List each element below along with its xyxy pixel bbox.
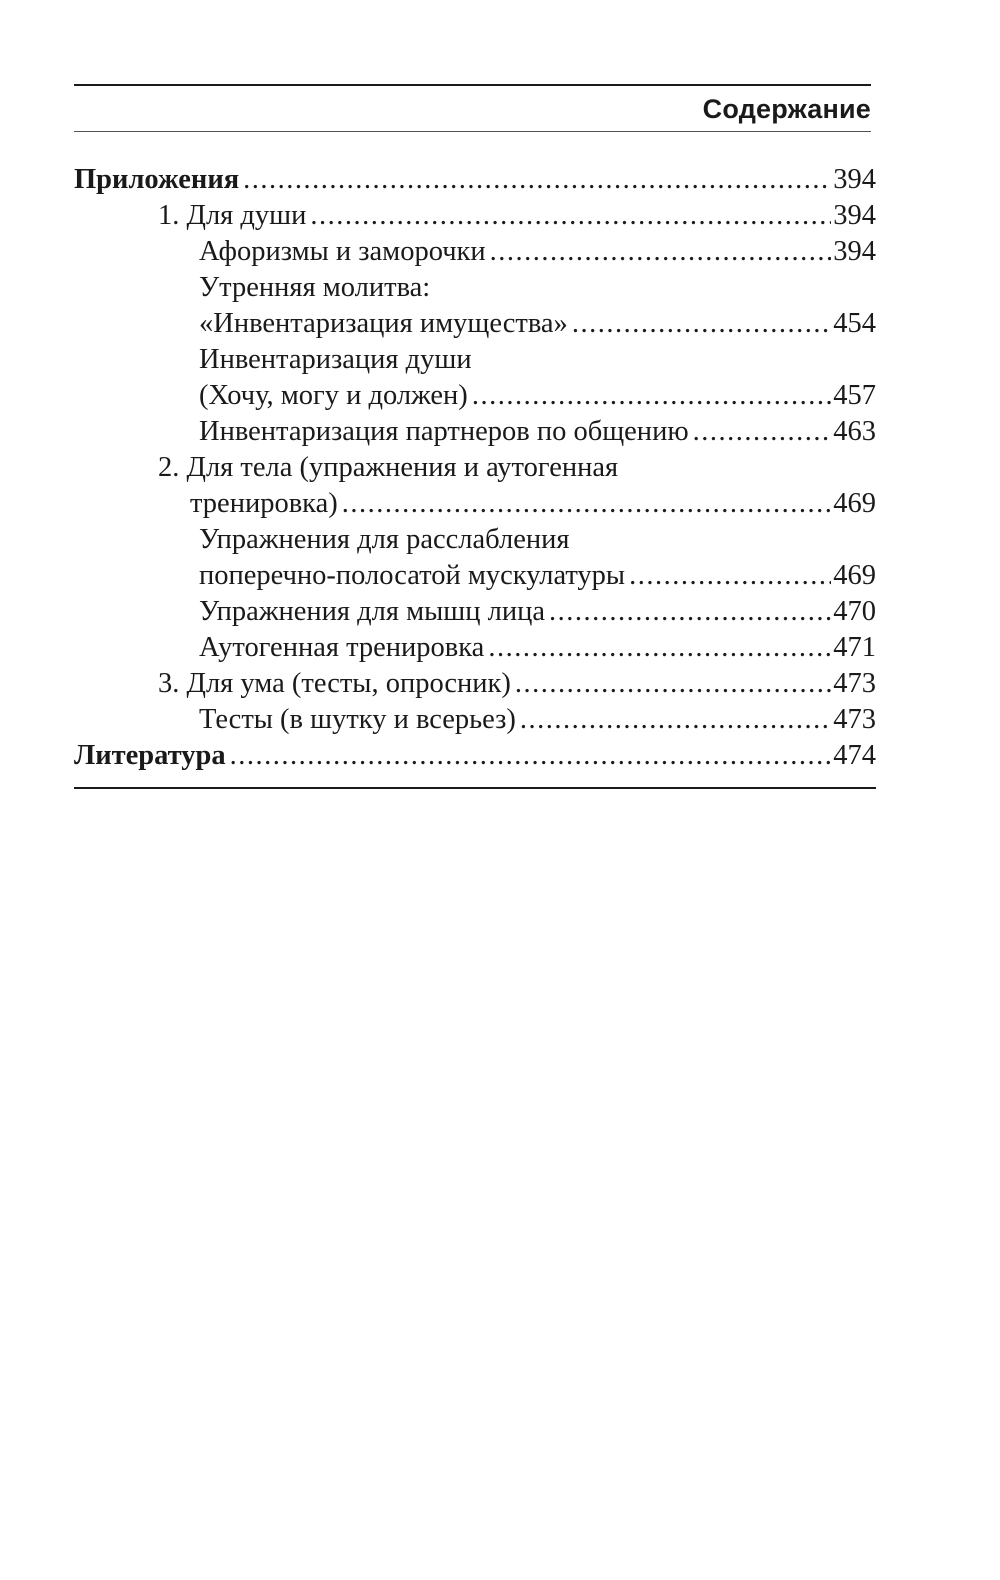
toc-leader-dots [488, 630, 831, 666]
toc-entry-line [199, 630, 876, 666]
toc-page-number: 394 [833, 164, 876, 195]
toc-entry[interactable] [74, 450, 876, 522]
toc-page-number: 469 [833, 488, 876, 519]
toc-entry-line [74, 738, 876, 774]
toc-entry-line [199, 234, 876, 270]
toc-leader-dots [230, 738, 832, 774]
toc-entry-title: Инвентаризация души [199, 344, 472, 375]
toc-page-number: 454 [833, 308, 876, 339]
toc-entry-line [158, 486, 876, 522]
toc-entry-line [199, 594, 876, 630]
header-rule-bottom [74, 131, 871, 132]
toc-entry[interactable] [74, 594, 876, 630]
toc-entry-title: Утренняя молитва: [199, 272, 431, 303]
toc-entry-title: 2. Для тела (упражнения и аутогенная [158, 452, 619, 483]
toc-entry-title: Упражнения для мышц лица [199, 596, 545, 627]
toc-entry-line [199, 702, 876, 738]
toc-page-number: 457 [833, 380, 876, 411]
toc-page-number: 473 [833, 668, 876, 699]
toc-entry[interactable] [74, 666, 876, 702]
toc-entry-line [74, 162, 876, 198]
toc-page-number: 394 [833, 200, 876, 231]
toc-entry[interactable] [74, 342, 876, 414]
toc-entry-title: 3. Для ума (тесты, опросник) [158, 668, 511, 699]
toc-page-number: 469 [833, 560, 876, 591]
toc-page-number: 463 [833, 416, 876, 447]
toc-entry-title: тренировка) [190, 488, 338, 519]
toc-page-number: 474 [833, 740, 876, 771]
toc-leader-dots [549, 594, 831, 630]
toc-entry-title: Литература [74, 740, 226, 771]
footer-rule [74, 787, 876, 789]
toc-entry-title: Афоризмы и заморочки [199, 236, 486, 267]
toc-entry-title: Тесты (в шутку и всерьез) [199, 704, 516, 735]
toc-entry[interactable] [74, 234, 876, 270]
toc-entry[interactable] [74, 630, 876, 666]
table-of-contents [74, 162, 876, 774]
toc-leader-dots [520, 702, 831, 738]
toc-leader-dots [629, 558, 831, 594]
toc-entry-line [199, 270, 876, 306]
toc-entry-line [158, 198, 876, 234]
toc-entry-title: Приложения [74, 164, 240, 195]
toc-page-number: 473 [833, 704, 876, 735]
running-header-title: Содержание [702, 94, 871, 124]
toc-leader-dots [572, 306, 831, 342]
toc-leader-dots [490, 234, 832, 270]
toc-entry-line [199, 414, 876, 450]
toc-entry-line [199, 306, 876, 342]
toc-page-number: 470 [833, 596, 876, 627]
toc-entry-title: 1. Для души [158, 200, 307, 231]
toc-entry-line [199, 558, 876, 594]
toc-entry[interactable] [74, 270, 876, 342]
toc-entry-line [199, 342, 876, 378]
toc-entry-title: Инвентаризация партнеров по общению [199, 416, 689, 447]
toc-entry-title: Аутогенная тренировка [199, 632, 485, 663]
toc-entry-line [199, 378, 876, 414]
toc-entry-title: «Инвентаризация имущества» [199, 308, 568, 339]
toc-entry-title: (Хочу, могу и должен) [199, 380, 468, 411]
toc-entry[interactable] [74, 198, 876, 234]
toc-entry-title: поперечно-полосатой мускулатуры [199, 560, 626, 591]
toc-entry[interactable] [74, 162, 876, 198]
toc-leader-dots [515, 666, 831, 702]
toc-entry-title: Упражнения для расслабления [199, 524, 570, 555]
toc-page-number: 394 [833, 236, 876, 267]
toc-leader-dots [310, 198, 831, 234]
toc-entry[interactable] [74, 522, 876, 594]
toc-entry-line [199, 522, 876, 558]
toc-leader-dots [243, 162, 831, 198]
toc-entry[interactable] [74, 738, 876, 774]
toc-entry-line [158, 666, 876, 702]
toc-page-number: 471 [833, 632, 876, 663]
toc-entry[interactable] [74, 414, 876, 450]
toc-entry[interactable] [74, 702, 876, 738]
toc-leader-dots [472, 378, 831, 414]
header-rule-top [74, 84, 871, 86]
toc-leader-dots [693, 414, 832, 450]
toc-entry-line [158, 450, 876, 486]
toc-leader-dots [342, 486, 832, 522]
